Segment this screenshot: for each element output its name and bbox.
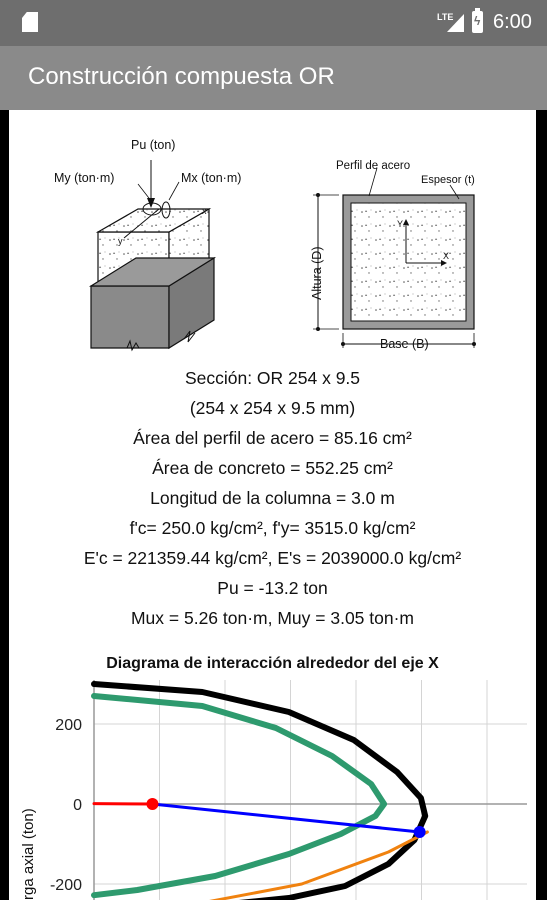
app-bar [0, 46, 547, 110]
section-figures [9, 110, 536, 360]
label-my: My (ton·m) [54, 171, 115, 185]
property-axial-load: Pu = -13.2 ton [217, 578, 328, 598]
property-moments: Mux = 5.26 ton·m, Muy = 3.05 ton·m [130, 608, 415, 628]
section-properties [9, 363, 536, 633]
y-tick-label: -200 [49, 877, 82, 894]
label-section-y: Y [397, 219, 404, 229]
label-thickness: Espesor (t) [421, 174, 475, 186]
property-steel-area: Área del perfil de acero = 85.16 cm² [133, 428, 412, 448]
label-base: Base (B) [380, 337, 429, 351]
status-bar [0, 0, 547, 46]
content-area[interactable] [9, 110, 536, 900]
data-point-1 [414, 826, 426, 838]
y-tick-label: 200 [55, 717, 82, 734]
sim-card-icon [22, 12, 38, 32]
chart-series [94, 684, 427, 900]
label-y-axis: y [118, 236, 123, 246]
network-type-label: LTE [437, 12, 454, 22]
app-title: Construcción compuesta OR [28, 63, 335, 90]
cross-section-figure [313, 168, 476, 348]
label-height: Altura (D) [310, 246, 324, 300]
label-steel-profile: Perfil de acero [336, 160, 411, 172]
chart-title: Diagrama de interacción alrededor del eje X [106, 655, 439, 672]
label-pu: Pu (ton) [131, 138, 176, 152]
property-dimensions: (254 x 254 x 9.5 mm) [189, 398, 356, 418]
interaction-diagram-chart[interactable] [9, 680, 536, 900]
series-line-1 [94, 696, 384, 895]
property-section-name: Sección: OR 254 x 9.5 [184, 368, 361, 388]
chart-y-ticks [50, 717, 82, 894]
label-mx: Mx (ton·m) [181, 171, 242, 185]
y-tick-label: 0 [73, 797, 82, 814]
column-isometric-figure [91, 160, 214, 350]
label-x-axis: x [202, 206, 207, 216]
chart-y-axis-label: rga axial (ton) [20, 808, 37, 900]
property-column-length: Longitud de la columna = 3.0 m [150, 488, 395, 508]
property-strengths: f'c= 250.0 kg/cm², f'y= 3515.0 kg/cm² [129, 518, 416, 538]
property-concrete-area: Área de concreto = 552.25 cm² [152, 458, 393, 478]
label-section-x: X [443, 251, 450, 261]
chart-grid [94, 680, 527, 900]
battery-charging-icon: ϟ [472, 11, 483, 33]
clock: 6:00 [493, 11, 532, 33]
property-moduli: E'c = 221359.44 kg/cm², E's = 2039000.0 kg/cm² [83, 548, 462, 568]
data-point-0 [146, 798, 158, 810]
